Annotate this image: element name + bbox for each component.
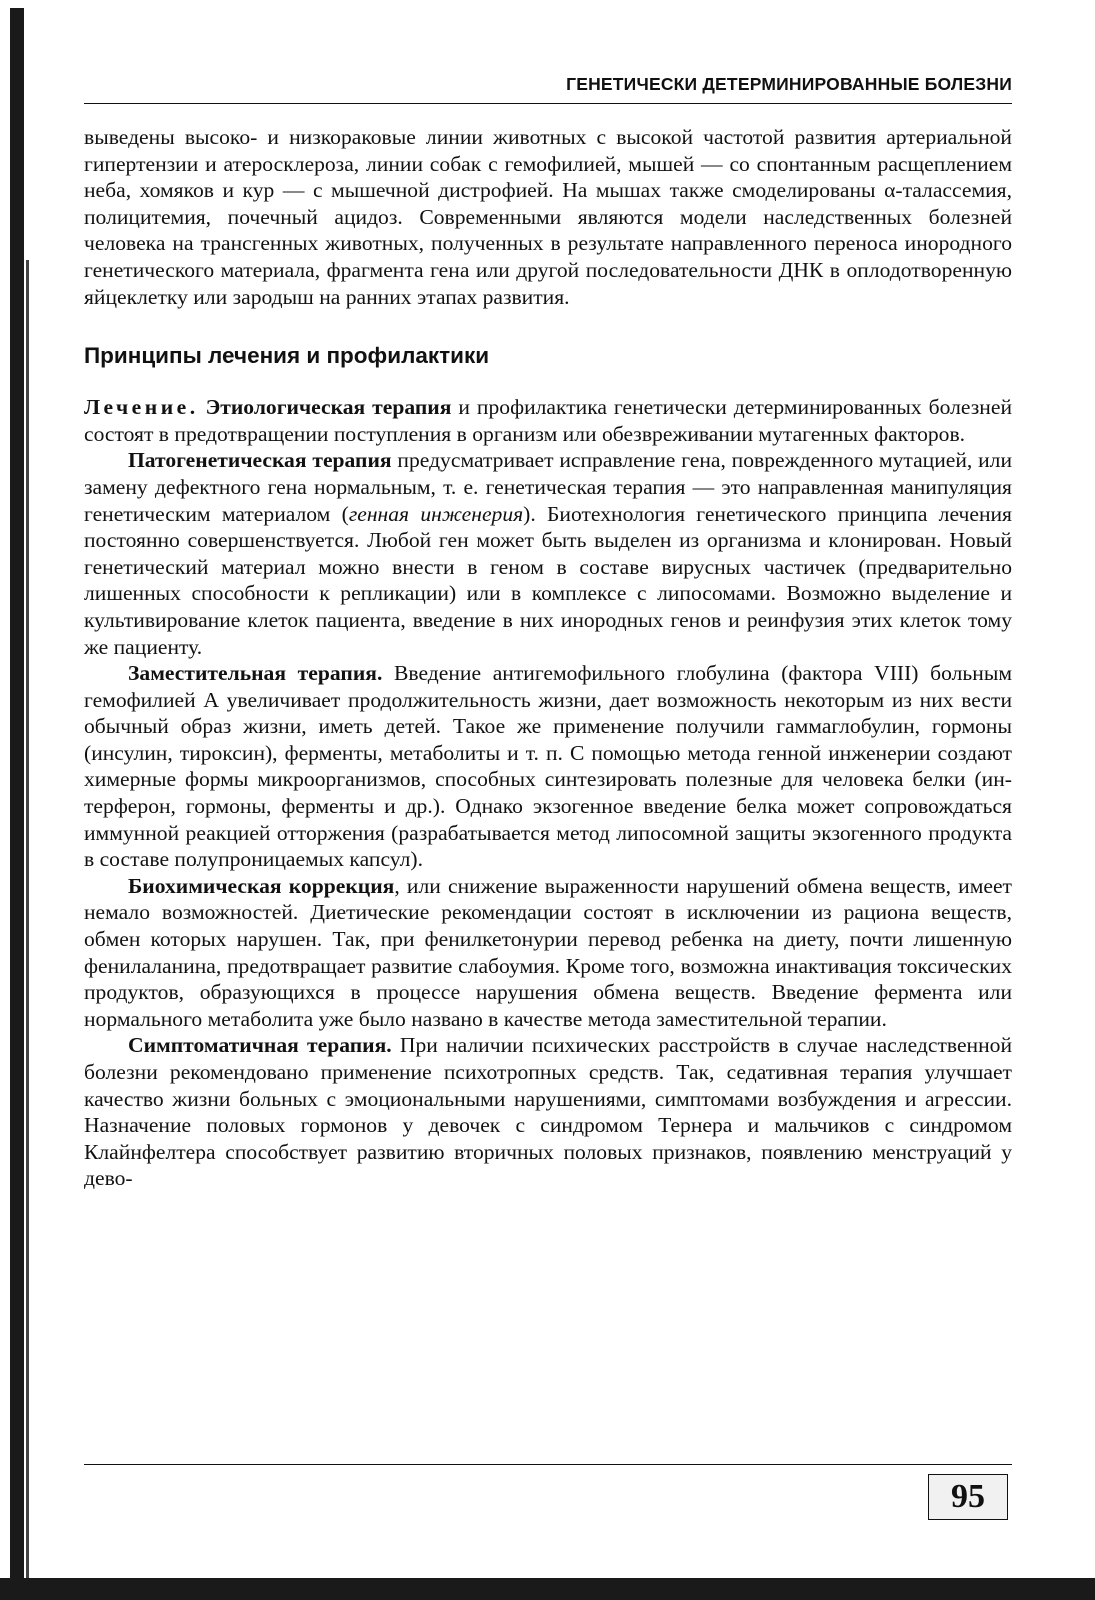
section-title: Принципы лечения и профилактики (84, 343, 490, 369)
paragraph-symptomatic (84, 1032, 1012, 1192)
paragraph-treatment (84, 394, 1012, 447)
term-symptomatic: Симптоматичная терапия. (128, 1033, 392, 1058)
italic-term: генная инженерия (348, 501, 524, 526)
paragraph-text: Введение антигемофильного глобулина (фактора VIII) больным гемофилией А увеличивает продолжительность жизни, дает возможность некоторым из них вести обычный образ жизни, иметь детей. Такое же применение получили гаммаглобулин, гормоны (инсулин, тироксин), ферменты, метаболиты и т. п. С помощью метода генной инженерии создают химерные формы микроорганизмов, способных синтезировать полезные для человека белки (интерферон, гормоны, ферменты и др.). Однако экзогенное введение белка может сопровождаться иммунной реакцией отторжения (разрабатывается метод липосомной защиты экзогенного продукта в составе полупроницаемых капсул). (84, 661, 1012, 872)
lead-word: Лечение. (84, 395, 199, 420)
term-pathogenetic: Патогенетическая терапия (128, 448, 392, 473)
term-biochemical: Биохимическая коррекция (128, 873, 395, 898)
bottom-scan-edge (0, 1578, 1095, 1600)
spine-inner-line (26, 260, 29, 1580)
paragraph-text: , или снижение выраженности нарушений обмена веществ, имеет немало возможностей. Диетические рекомендации состоят в исключении из рациона веществ, обмен которых нарушен. Так, при фенилкетонурии перевод ребенка на диету, почти лишенную фенилаланина, предотвращает развитие слабоумия. Кроме того, возможна инактивация токсических продуктов, образующихся в процессе нарушения обмена веществ. Введение фермента или нормального метаболита уже было названо в качестве метода заместительной терапии. (84, 873, 1012, 1031)
running-head: ГЕНЕТИЧЕСКИ ДЕТЕРМИНИРОВАННЫЕ БОЛЕЗНИ (84, 74, 1012, 104)
page-body (84, 124, 1012, 1192)
intro-paragraph: выведены высоко- и низкораковые линии животных с высокой частотой развития артериальной гипертензии и атеросклероза, линии собак с гемофилией, мышей — со спонтанным расщеплением неба, хомяков и кур — с мышечной дистрофией. На мышах также смоделированы α-талассемия, полицитемия, почечный ацидоз. Современными являются модели наследственных болезней человека на трансгенных животных, полученных в результате направленного переноса инородного генетического материала, фрагмента гена или другой последовательности ДНК в оплодотворенную яйцеклетку или зародыш на ранних этапах развития. (84, 125, 1012, 309)
term-etiological: Этиологическая терапия (205, 395, 452, 420)
page-number: 95 (928, 1474, 1008, 1520)
paragraph-biochemical (84, 873, 1012, 1033)
paragraph-text: При наличии психических расстройств в случае наследственной болезни рекомендовано применение психотропных средств. Так, седативная терапия улучшает качество жизни больных с эмоциональными нарушениями, симптомами возбуждения и агрессии. Назначение половых гормонов у девочек с синдромом Тернера и мальчиков с синдромом Клайнфелтера способствует развитию вторичных половых признаков, появлению менструаций у дево- (84, 1033, 1012, 1191)
term-replacement: Заместительная терапия. (128, 661, 383, 686)
paragraph-text: и профилактика генетически детерминированных болезней состоят в предотвращении поступления в организм или обезвреживании мутагенных факторов. (84, 395, 1013, 446)
spine-dark-band (10, 8, 24, 1580)
book-spine-shadow (0, 0, 34, 1600)
paragraph-pathogenetic (84, 447, 1012, 660)
paragraph-text: ). Биотехнология генетического принципа лечения постоянно совершенствуется. Любой ген может быть выделен из организма и клонирован. Новый генетический материал можно внести в геном в составе вирусных частичек (предварительно лишенных способности к репликации) или в комплексе с липосомами. Возможно выделение и культивирование клеток пациента, введение в них инородных генов и реинфузия этих клеток тому же пациенту. (84, 501, 1012, 659)
footer-rule (84, 1464, 1012, 1465)
paragraph-replacement (84, 660, 1012, 873)
paragraph-text: предусматривает исправление гена, поврежденного мутацией, или замену дефектного гена нормальным, т. е. генетическая терапия — это направленная манипуляция генетическим материалом ( (84, 448, 1013, 526)
